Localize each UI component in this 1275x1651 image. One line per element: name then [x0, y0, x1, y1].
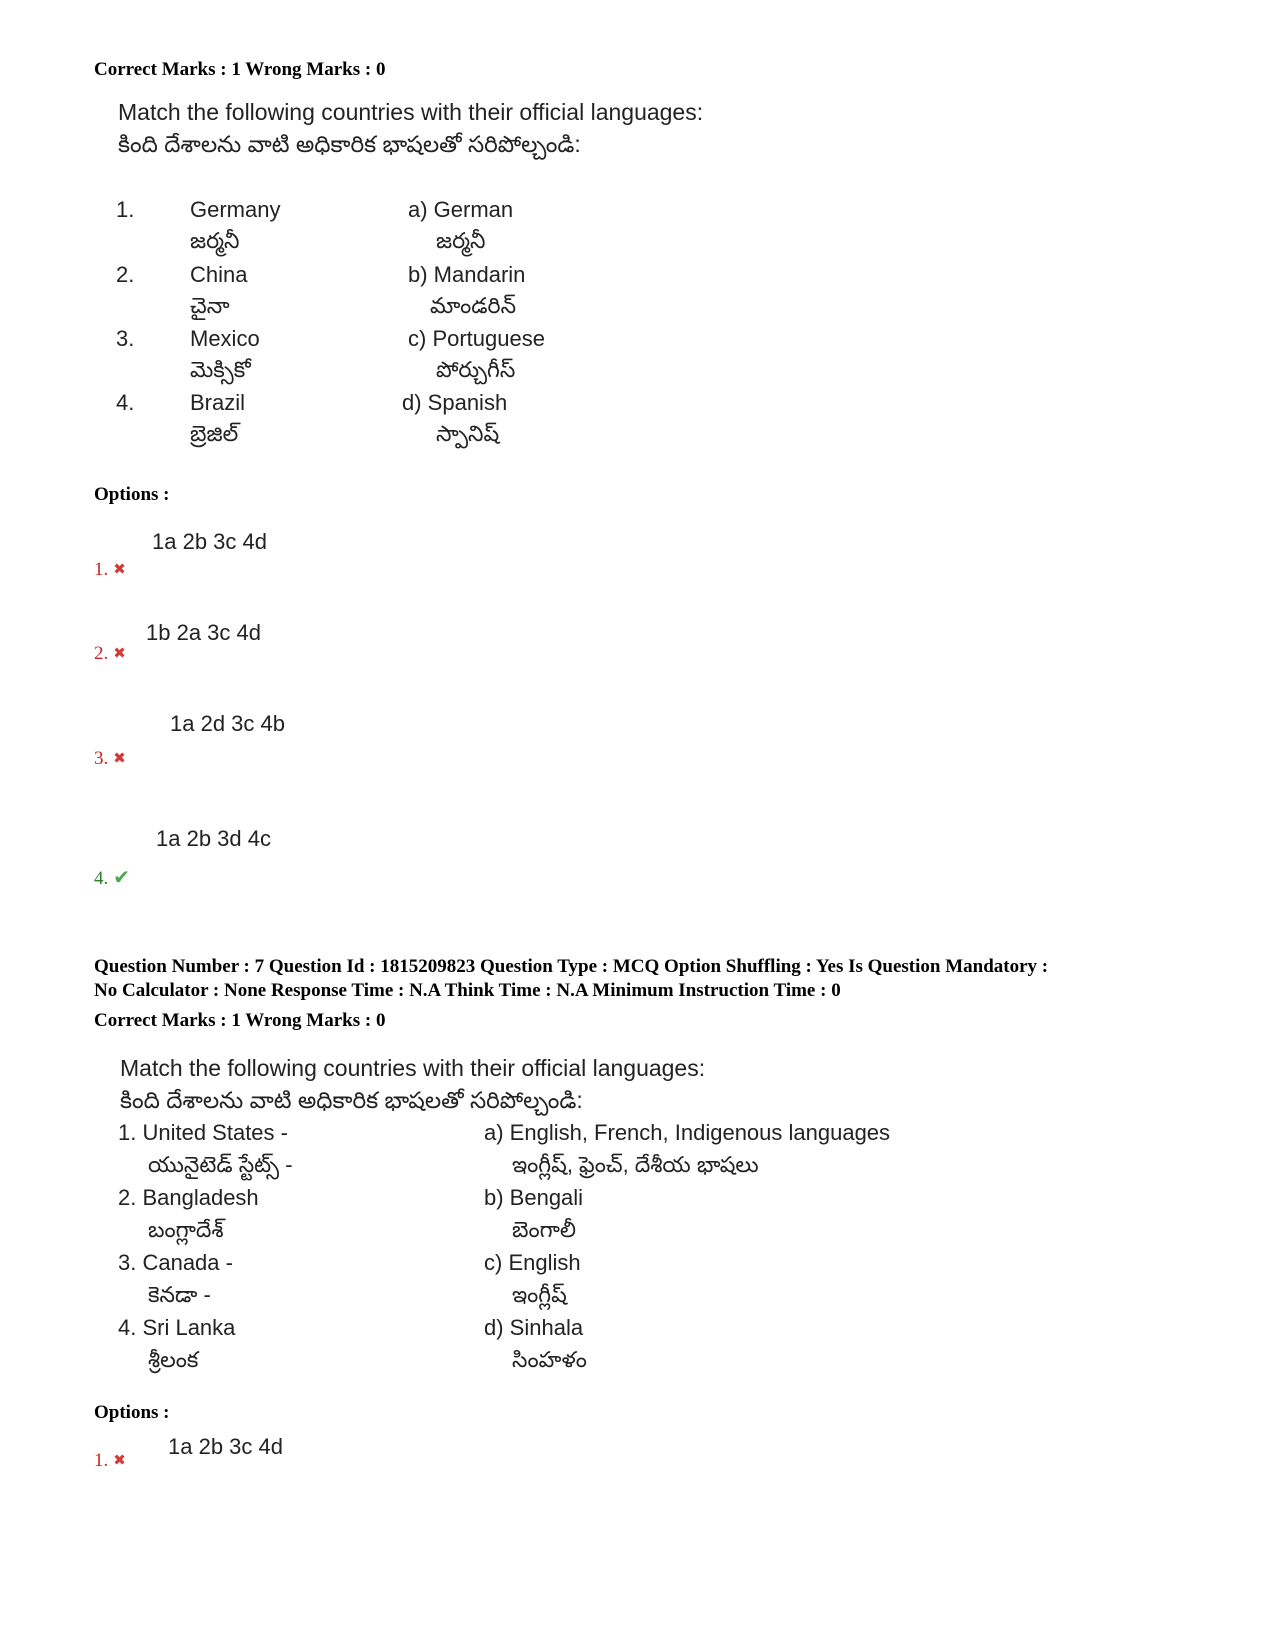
q7-row-2-country-te: బంగ్లాదేశ్	[148, 1217, 224, 1242]
q7-meta-line-2: No Calculator : None Response Time : N.A Think Time : N.A Minimum Instruction Time : 0	[94, 980, 841, 1001]
q7-question-en: Match the following countries with their official languages:	[120, 1055, 706, 1081]
q6-options-label: Options :	[94, 484, 170, 505]
q6-row-1-num: 1.	[116, 197, 135, 222]
q6-row-1-lang: a) German	[408, 197, 514, 222]
q7-row-1-country: 1. United States -	[118, 1120, 288, 1145]
q6-option-1-number: 1.	[94, 559, 109, 580]
q6-row-2-num: 2.	[116, 262, 135, 287]
q7-marks: Correct Marks : 1 Wrong Marks : 0	[94, 1010, 386, 1031]
q6-option-1-num	[94, 559, 126, 581]
q7-row-3-lang-te: ఇంగ్లీష్	[512, 1282, 567, 1307]
q6-row-3-lang-te: పోర్చుగీస్	[436, 357, 516, 382]
q6-option-4-text: 1a 2b 3d 4c	[156, 826, 271, 851]
cross-icon: ✖	[113, 562, 126, 578]
q6-row-4-lang-te: స్పానిష్	[436, 421, 500, 446]
q6-row-3-lang: c) Portuguese	[408, 326, 545, 351]
q6-option-4-number: 4.	[94, 868, 109, 889]
q6-row-4-country: Brazil	[190, 390, 246, 415]
q7-option-1-text: 1a 2b 3c 4d	[168, 1434, 283, 1459]
q7-row-2-lang: b) Bengali	[484, 1185, 584, 1210]
q6-option-4-num	[94, 865, 130, 890]
q6-option-3-number: 3.	[94, 748, 109, 769]
cross-icon: ✖	[113, 751, 126, 767]
q7-row-1-lang-te: ఇంగ్లీష్, ఫ్రెంచ్, దేశీయ భాషలు	[512, 1152, 759, 1177]
q6-row-1-country-te: జర్మనీ	[190, 228, 240, 253]
q6-marks: Correct Marks : 1 Wrong Marks : 0	[94, 59, 386, 80]
q7-row-4-lang: d) Sinhala	[484, 1315, 584, 1340]
q6-row-4-lang: d) Spanish	[402, 390, 508, 415]
q6-row-3-num: 3.	[116, 326, 135, 351]
q6-option-1-text: 1a 2b 3c 4d	[152, 529, 267, 554]
q7-row-3-country-te: కెనడా -	[148, 1282, 211, 1307]
q6-row-2-country: China	[190, 262, 248, 287]
q7-row-2-country: 2. Bangladesh	[118, 1185, 259, 1210]
q7-row-4-country-te: శ్రీలంక	[148, 1347, 199, 1372]
q7-row-4-lang-te: సింహళం	[512, 1347, 587, 1372]
cross-icon: ✖	[113, 646, 126, 662]
q6-row-2-lang-te: మాండరిన్	[430, 293, 517, 318]
q7-options-label: Options :	[94, 1402, 170, 1423]
q7-question-te: కింది దేశాలను వాటి అధికారిక భాషలతో సరిపోల్చండి:	[120, 1087, 583, 1113]
q6-row-2-country-te: చైనా	[190, 293, 230, 318]
q7-row-1-lang: a) English, French, Indigenous languages	[484, 1120, 891, 1145]
q6-row-2-lang: b) Mandarin	[408, 262, 526, 287]
q6-option-2-text: 1b 2a 3c 4d	[146, 620, 261, 645]
q6-row-4-country-te: బ్రెజిల్	[190, 421, 239, 446]
q6-option-2-num	[94, 643, 126, 665]
q7-row-4-country: 4. Sri Lanka	[118, 1315, 236, 1340]
q6-row-3-country: Mexico	[190, 326, 260, 351]
q6-question-te: కింది దేశాలను వాటి అధికారిక భాషలతో సరిపోల్చండి:	[118, 131, 581, 157]
q7-row-3-lang: c) English	[484, 1250, 581, 1275]
q7-meta-line-1: Question Number : 7 Question Id : 1815209823 Question Type : MCQ Option Shuffling : Yes Is Question Mandatory :	[94, 956, 1049, 977]
q6-row-3-country-te: మెక్సికో	[190, 357, 251, 382]
q7-option-1-number: 1.	[94, 1450, 109, 1471]
q7-row-3-country: 3. Canada -	[118, 1250, 233, 1275]
q6-option-3-num	[94, 748, 126, 770]
check-icon: ✔	[113, 867, 131, 889]
q6-option-3-text: 1a 2d 3c 4b	[170, 711, 285, 736]
q7-option-1-num	[94, 1450, 126, 1472]
q7-row-1-country-te: యునైటెడ్ స్టేట్స్ -	[148, 1152, 293, 1177]
q7-row-2-lang-te: బెంగాలీ	[512, 1217, 577, 1242]
q7-meta	[94, 955, 1214, 1003]
q6-row-1-lang-te: జర్మనీ	[436, 228, 486, 253]
cross-icon: ✖	[113, 1453, 126, 1469]
q6-option-2-number: 2.	[94, 643, 109, 664]
q6-question-en: Match the following countries with their official languages:	[118, 99, 704, 125]
q6-row-1-country: Germany	[190, 197, 281, 222]
q6-row-4-num: 4.	[116, 390, 135, 415]
